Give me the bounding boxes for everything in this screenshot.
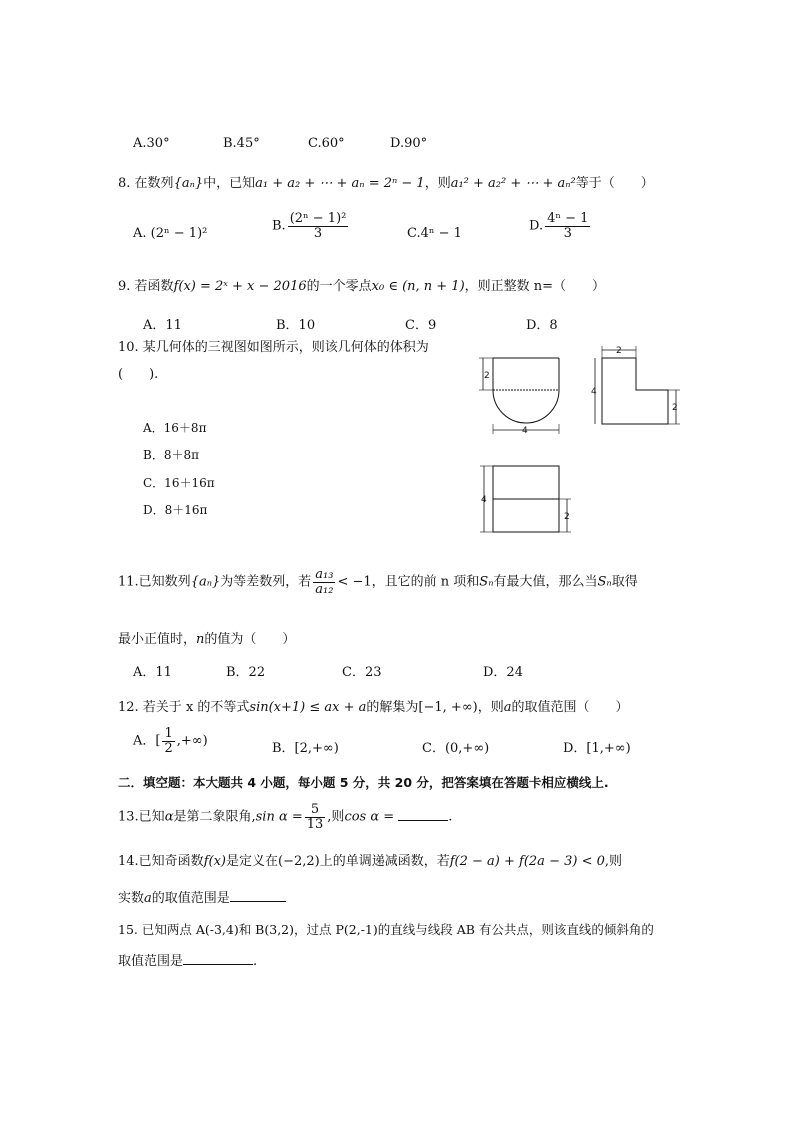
q9-option-c: C．9	[405, 318, 437, 333]
q11-stem: 11.已知数列{aₙ}为等差数列，若 $\frac{\text{a₁₃}}{\text{a₁₂}}$ < −1，且它的前 n 项和Sₙ有最大值，那么当Sₙ取得	[118, 567, 638, 597]
q8-asked-formula: a₁² + a₂² + ⋯ + aₙ²	[450, 176, 576, 191]
q10-stem-line2: ( ).	[118, 367, 159, 382]
q8-text: 在数列	[134, 176, 174, 191]
three-view-figure	[475, 340, 685, 540]
q7-option-a: A.30°	[133, 136, 170, 151]
side-view-left-label: 4	[591, 387, 597, 397]
q7-option-d: D.90°	[390, 136, 428, 151]
q10-option-b: B．8＋8π	[143, 448, 199, 462]
q11-option-d: D．24	[483, 665, 523, 680]
q7-option-c: C.60°	[308, 136, 345, 151]
q12-stem: 12. 若关于 x 的不等式sin(x+1) ≤ ax + a的解集为[−1, +∞)，则a的取值范围（ ）	[118, 700, 629, 715]
top-view-left-label: 4	[481, 495, 487, 505]
q9-function: f(x) = 2ˣ + x − 2016	[173, 279, 307, 294]
front-view-width-label: 4	[522, 426, 528, 436]
top-view-right-label: 2	[564, 512, 570, 522]
section-header-fill-in: 二．填空题：本大题共 4 小题，每小题 5 分，共 20 分，把答案填在答题卡相应横线上.	[118, 775, 609, 790]
q12-inequality: sin(x+1) ≤ ax + a	[249, 700, 367, 715]
q9-zero: x₀ ∈ (n, n + 1)	[371, 279, 465, 294]
q8-option-b: B. $\frac{\text{(2ⁿ − 1)²}}{3}$	[272, 211, 347, 241]
q11-fraction: $\frac{\text{a₁₃}}{\text{a₁₂}}$	[315, 567, 334, 597]
q8-number: 8.	[118, 176, 131, 191]
q8-option-a: A. (2ⁿ − 1)²	[133, 226, 208, 241]
q8-text: 中，已知	[203, 176, 256, 191]
q12-option-a-fraction: $\frac{1}{2}$	[164, 726, 173, 756]
q7-option-b: B.45°	[223, 136, 260, 151]
q11-option-b: B．22	[226, 665, 266, 680]
side-view-right-label: 2	[672, 403, 678, 413]
q14-stem-line2: 实数a的取值范围是	[118, 887, 286, 906]
q13-stem: 13.已知α是第二象限角,sin α = $\frac{5}{13}$ ,则cos α = .	[118, 802, 453, 832]
q8-option-b-fraction: $\frac{\text{(2ⁿ − 1)²}}{3}$	[289, 211, 347, 241]
q9-stem: 9. 若函数f(x) = 2ˣ + x − 2016的一个零点x₀ ∈ (n, n + 1)，则正整数 n=（ ）	[118, 279, 606, 294]
q11-sequence: {aₙ}	[190, 574, 221, 590]
q8-option-d-fraction: $\frac{\text{4ⁿ − 1}}{3}$	[547, 211, 589, 241]
q12-option-c: C．(0,+∞)	[422, 741, 490, 756]
q8-sequence: {aₙ}	[173, 176, 204, 191]
top-view	[480, 466, 571, 532]
q9-option-a: A．11	[143, 318, 182, 333]
q12-option-d: D．[1,+∞)	[563, 741, 631, 756]
front-view	[479, 358, 559, 436]
q11-stem-line2: 最小正值时，n的值为（ ）	[118, 632, 296, 647]
q8-option-d: D. $\frac{\text{4ⁿ − 1}}{3}$	[529, 211, 589, 241]
q13-answer-blank[interactable]	[398, 808, 448, 821]
q12-option-b: B．[2,+∞)	[272, 741, 339, 756]
side-view-top-label: 2	[616, 346, 622, 356]
q14-answer-blank[interactable]	[230, 889, 286, 902]
q10-option-c: C．16＋16π	[143, 476, 215, 490]
q15-stem: 15. 已知两点 A(-3,4)和 B(3,2)，过点 P(2,-1)的直线与线段 AB 有公共点，则该直线的倾斜角的	[118, 922, 654, 937]
q10-stem: 10. 某几何体的三视图如图所示，则该几何体的体积为	[118, 340, 429, 355]
q9-option-d: D．8	[526, 318, 558, 333]
q15-answer-blank[interactable]	[183, 952, 253, 965]
q8-given-formula: a₁ + a₂ + ⋯ + aₙ = 2ⁿ − 1	[255, 176, 425, 191]
q12-option-a: A．[ $\frac{1}{2}$ ,+∞)	[133, 726, 208, 756]
q8-stem	[118, 172, 654, 191]
q12-solution-set: [−1, +∞)	[418, 700, 478, 715]
side-view	[591, 346, 680, 424]
q8-text: 等于（ ）	[575, 176, 654, 191]
q9-option-b: B．10	[276, 318, 316, 333]
q11-option-c: C．23	[342, 665, 382, 680]
front-view-height-label: 2	[484, 371, 490, 381]
q14-condition: f(2 − a) + f(2a − 3) < 0	[449, 854, 605, 869]
q10-option-a: A．16＋8π	[143, 421, 207, 435]
q11-option-a: A．11	[133, 665, 172, 680]
q10-option-d: D．8＋16π	[143, 503, 208, 517]
q8-option-c: C.4ⁿ − 1	[407, 226, 462, 241]
q14-stem: 14.已知奇函数f(x)是定义在(−2,2)上的单调递减函数，若f(2 − a) + f(2a − 3) < 0,则	[118, 854, 622, 869]
q13-fraction: $\frac{5}{13}$	[306, 802, 324, 832]
q15-stem-line2: 取值范围是 .	[118, 954, 258, 969]
q8-text: ，则	[424, 176, 451, 191]
